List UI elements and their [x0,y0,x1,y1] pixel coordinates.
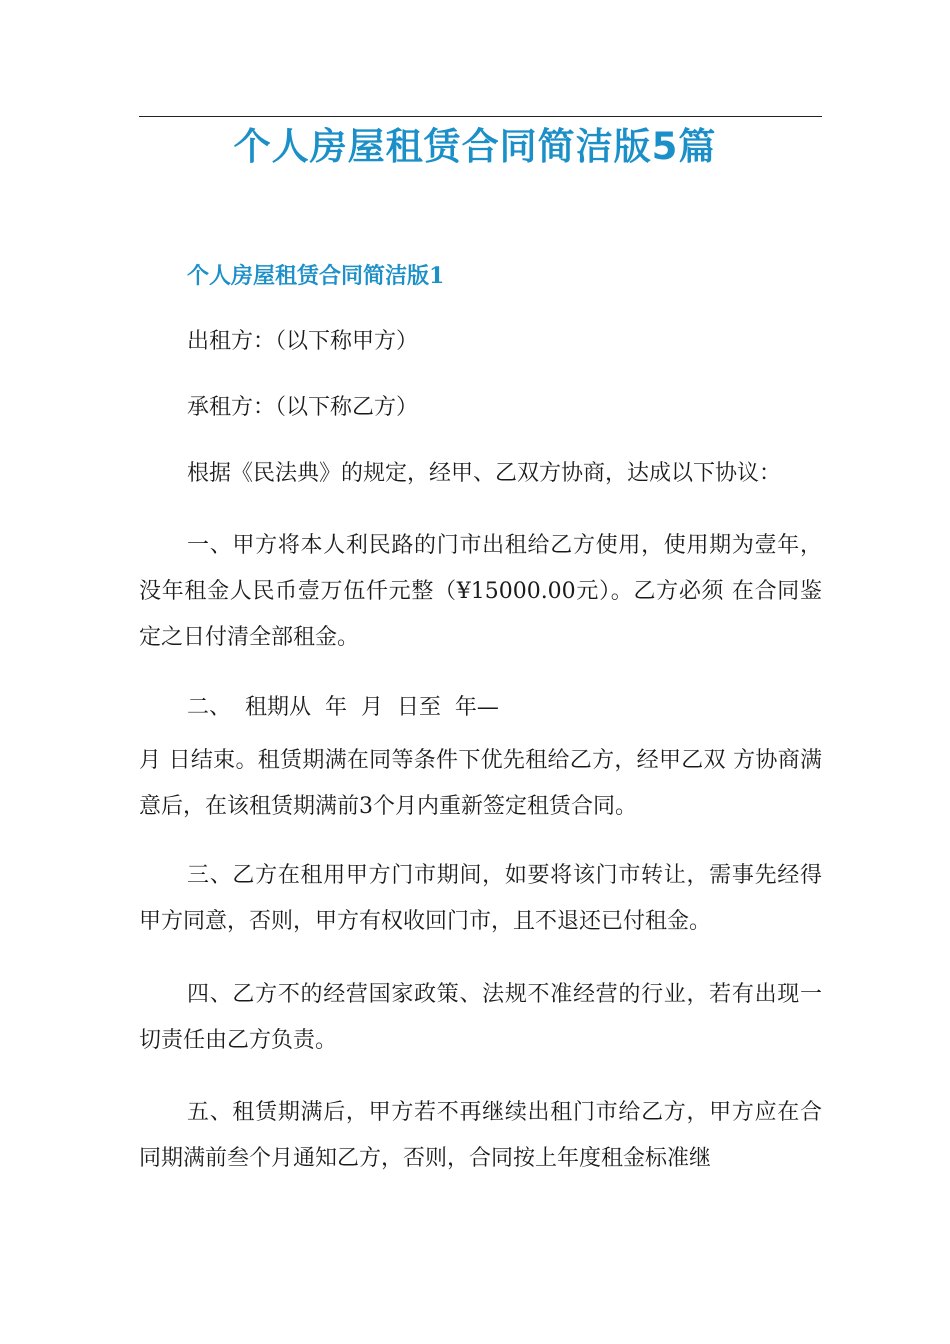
article-5: 五、租赁期满后，甲方若不再继续出租门市给乙方，甲方应在合同期满前叁个月通知乙方，否则，合同按上年度租金标准继 [139,1100,822,1171]
article-1: 一、甲方将本人利民路的门市出租给乙方使用，使用期为壹年，没年租金人民币壹万伍仟元整（¥15000.00元）。乙方必须 在合同鉴定之日付清全部租金。 [139,533,822,650]
document-title: 个人房屋租赁合同简洁版5篇 [233,125,717,168]
lessee-line: 承租方：（以下称乙方） [187,395,419,420]
header-rule [139,116,822,117]
lessor-line: 出租方：（以下称甲方） [187,329,419,354]
article-4: 四、乙方不的经营国家政策、法规不准经营的行业，若有出现一切责任由乙方负责。 [139,982,822,1053]
article-3: 三、乙方在租用甲方门市期间，如要将该门市转让，需事先经得甲方同意，否则，甲方有权收回门市，且不退还已付租金。 [139,863,822,934]
article-2-body: 月 日结束。租赁期满在同等条件下优先租给乙方，经甲乙双 方协商满意后，在该租赁期满前3个月内重新签定租赁合同。 [139,748,822,819]
section-heading: 个人房屋租赁合同简洁版1 [187,263,445,289]
agreement-basis: 根据《民法典》的规定，经甲、乙双方协商，达成以下协议： [187,461,782,486]
article-2-lead: 二、 租期从 年 月 日至 年— [187,695,499,720]
